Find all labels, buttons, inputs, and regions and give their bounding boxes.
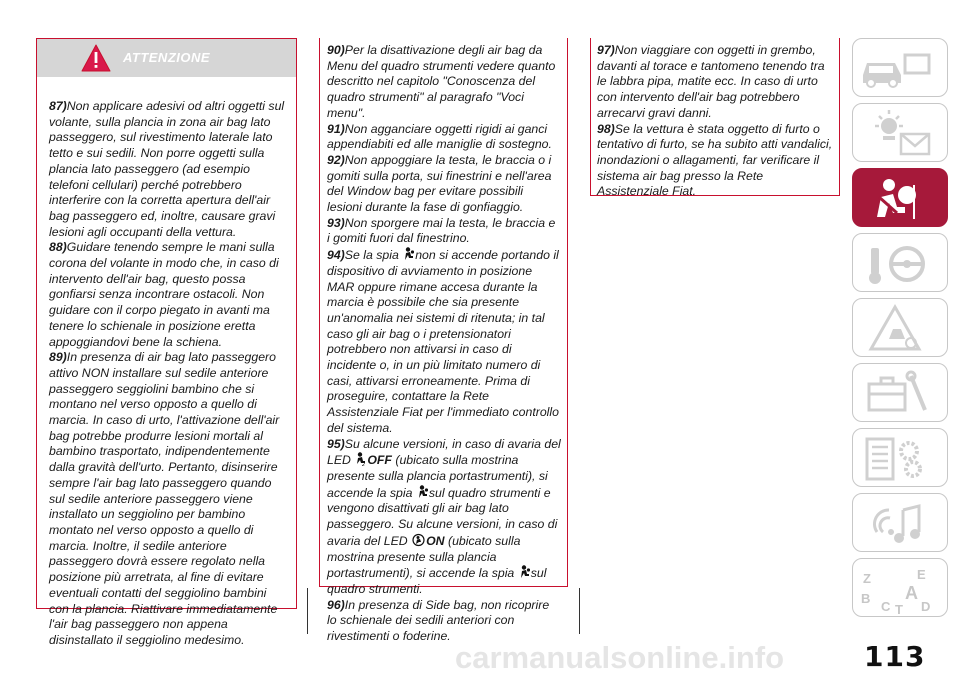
warning-text: [37, 77, 296, 649]
multimedia-icon: [853, 494, 949, 553]
page-number: 113: [864, 640, 926, 673]
note-97: 97)Non viaggiare con oggetti in grembo, davanti al torace e tantomeno tenendo tra le labbra pipa, matite ecc. In caso di urto con intervento dell'air bag potrebbero arrecarvi gravi danni.: [597, 43, 825, 120]
note-96: 96)In presenza di Side bag, non ricoprire lo schienale dei sedili anteriori con rivestimenti o foderine.: [327, 597, 550, 644]
note-87: 87)Non applicare adesivi od altri oggetti sul volante, sulla plancia in zona air bag lato passeggero, sul rivestimento laterale lato tetto e sui sedili. Non porre oggetti sulla plancia lato passeggero (ad esempio telefoni cellulari) perché potrebbero interferire con la corretta apertura dell'air bag passeggero ed, inoltre, causare gravi lesioni agli occupanti della vettura.: [49, 99, 285, 239]
sidebar-tab-starting-driving[interactable]: [852, 233, 948, 292]
toolbox-icon: [853, 364, 949, 423]
index-letter: E: [917, 567, 926, 582]
note-98: 98)Se la vettura è stata oggetto di furto o tentativo di furto, se ha subito atti vandalici, inondazioni o allagamenti, far verificare il sistema air bag presso la Rete Assistenziale Fiat.: [597, 121, 833, 199]
warning-header: [37, 39, 296, 77]
sidebar-tab-specs[interactable]: [852, 428, 948, 487]
key-steering-icon: [853, 234, 949, 293]
note-92: 92)Non appoggiare la testa, le braccia o i gomiti sulla porta, sui finestrini e nell'area del Window bag per evitare possibili lesioni durante la fase di gonfiaggio.: [327, 152, 552, 215]
sidebar-tab-maintenance[interactable]: [852, 363, 948, 422]
index-letter: A: [905, 583, 918, 603]
column-separator: [307, 588, 308, 634]
sidebar-tab-index[interactable]: [852, 558, 948, 617]
airbag-warning-light-icon: [417, 485, 428, 499]
note-94: 94)Se la spia non si accende portando il dispositivo di avviamento in posizione MAR oppure rimane accesa durante la marcia è possibile che sia presente un'anomalia nei sistemi di ritenuta; in tal caso gli air bag o i pretensionatori potrebbero non attivarsi in caso di incidente o, in un più limitato numero di casi, attivarsi erroneamente. Prima di proseguire, contattare la Rete Assistenziale Fiat per l'immediato controllo del sistema.: [327, 248, 559, 435]
note-89: 89)In presenza di air bag lato passeggero attivo NON installare sul sedile anteriore passeggero seggiolini bambino che si montano nel verso opposto a quello di marcia. In caso di urto, l'attivazione dell'air bag potrebbe produrre lesioni mortali al bambino trasportato, indipendentemente dalla gravità dell'urto. Pertanto, disinserire sempre l'air bag lato passeggero quando sul sedile anteriore passeggero viene installato un seggiolino per bambino montato nel verso opposto a quello di marcia. Inoltre, il sedile anteriore passeggero dovrà essere regolato nella posizione più arretrata, al fine di evitare eventuali contatti del seggiolino bambini con la plancia. Riattivare immediatamente l'air bag passeggero non appena disinstallato il seggiolino medesimo.: [49, 350, 280, 647]
note-95: 95)Su alcune versioni, in caso di avaria del LED 2 OFF (ubicato sulla mostrina presente sulla plancia portastrumenti), si accende la spia sul quadro strumenti e vengono disattivati gli air bag lato passeggero. Su alcune versioni, in caso di avaria del LED ON (ubicato sulla mostrina presente sulla plancia portastrumenti), si accende la spia sul quadro strumenti.: [327, 436, 561, 596]
passenger-airbag-off-icon: [355, 452, 366, 466]
sidebar-tab-multimedia[interactable]: [852, 493, 948, 552]
note-91: 91)Non agganciare oggetti rigidi ai ganci appendiabiti ed alle maniglie di sostegno.: [327, 121, 552, 152]
right-text: [591, 38, 839, 200]
car-icon: [853, 39, 949, 98]
svg-text:2: 2: [362, 462, 366, 467]
sidebar-tab-safety[interactable]: [852, 168, 948, 227]
specs-gear-icon: [853, 429, 949, 488]
index-letters-icon: [853, 559, 949, 618]
note-88: 88)Guidare tenendo sempre le mani sulla corona del volante in modo che, in caso di intervento dell'air bag, questo possa gonfiarsi senza incontrare ostacoli. Non guidare con il corpo piegato in avanti ma tenere lo schienale in posizione eretta appoggiandovi bene la schiena.: [49, 240, 279, 349]
index-letter: D: [921, 599, 931, 614]
airbag-warning-light-icon: [519, 565, 530, 579]
middle-text: [320, 38, 567, 645]
middle-notes-box: [319, 38, 568, 644]
warning-triangle-icon: [853, 299, 949, 358]
dashboard-lights-icon: [853, 104, 949, 163]
sidebar-tab-car[interactable]: [852, 38, 948, 97]
airbag-warning-light-icon: [403, 247, 414, 261]
index-letter: T: [895, 602, 903, 617]
airbag-safety-icon: [853, 169, 949, 228]
column-separator: [579, 588, 580, 634]
warning-box: [36, 38, 297, 647]
sidebar-tab-dashboard-lights[interactable]: [852, 103, 948, 162]
watermark: carmanualsonline.info: [455, 640, 785, 675]
passenger-airbag-on-icon: [412, 533, 425, 547]
index-letter: B: [861, 591, 871, 606]
index-letter: C: [881, 599, 891, 614]
note-90: 90)Per la disattivazione degli air bag da Menu del quadro strumenti vedere quanto descritto nel capitolo "Conoscenza del quadro strumenti" al paragrafo "Voci menu".: [327, 43, 556, 120]
index-letter: Z: [863, 571, 871, 586]
sidebar-tab-emergency[interactable]: [852, 298, 948, 357]
note-93: 93)Non sporgere mai la testa, le braccia e i gomiti fuori dal finestrino.: [327, 215, 556, 246]
warning-title: ATTENZIONE: [122, 50, 211, 65]
right-notes-box: [590, 38, 840, 199]
